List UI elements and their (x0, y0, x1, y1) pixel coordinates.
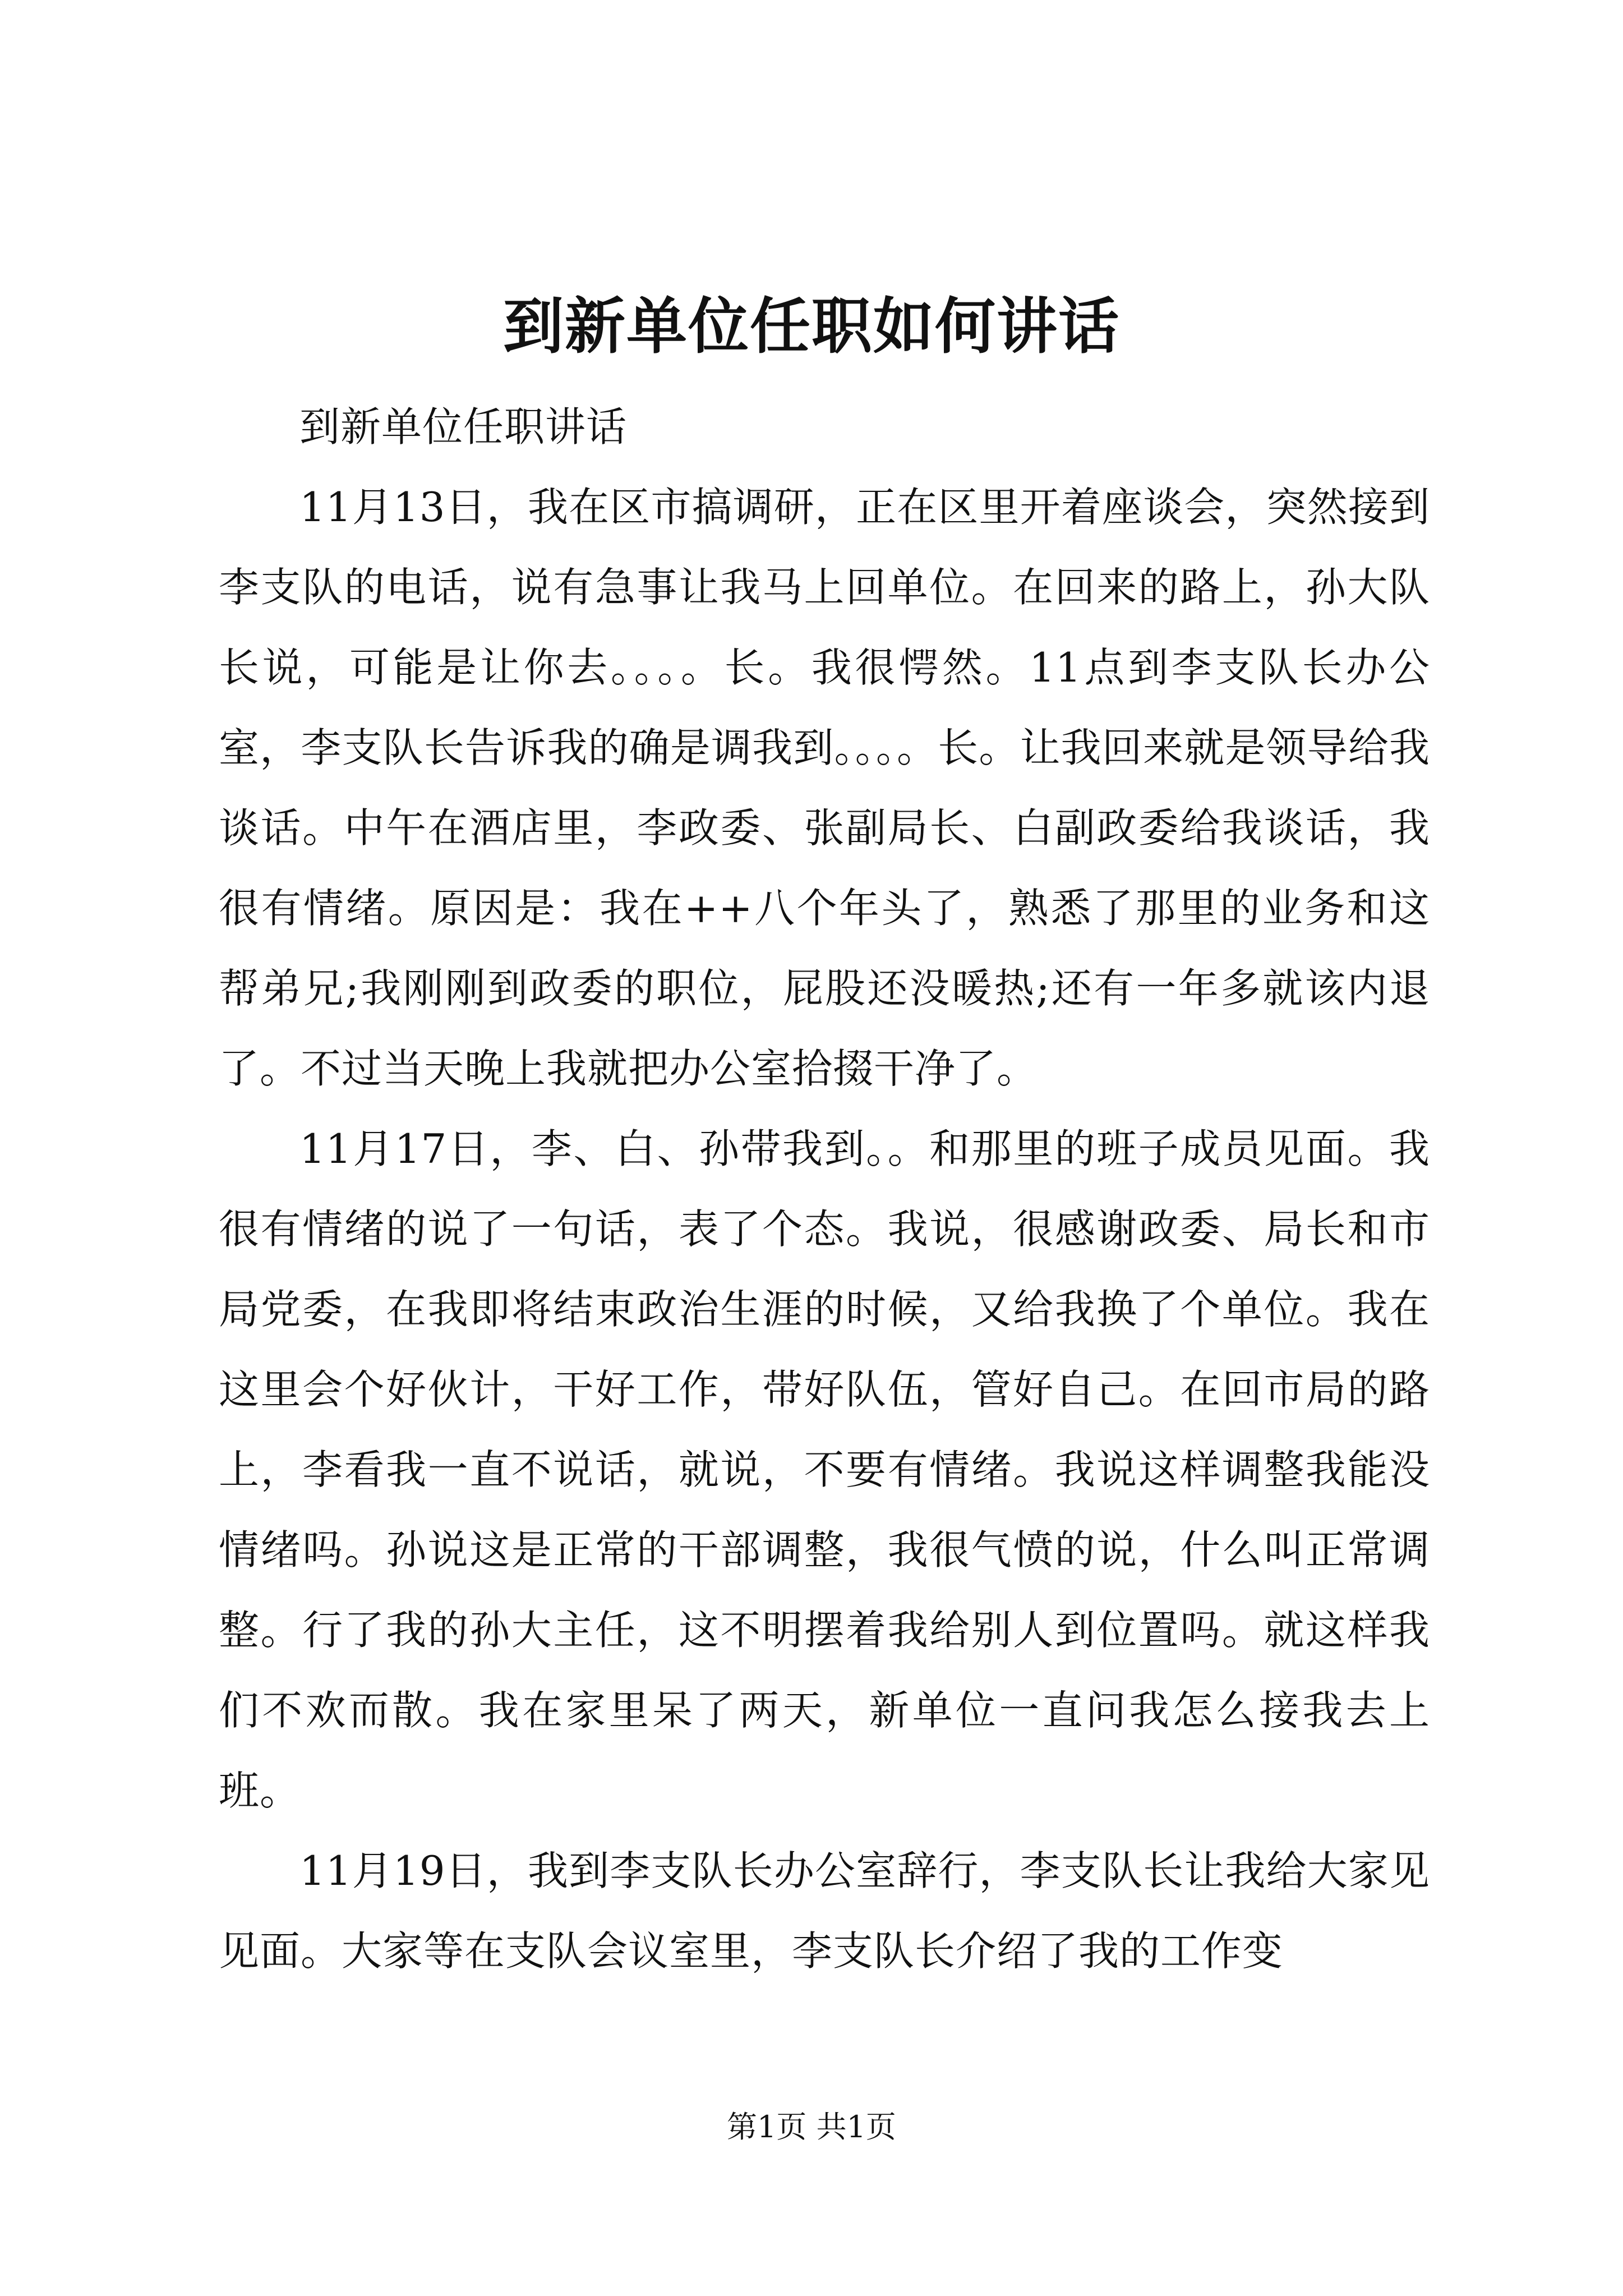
document-body (219, 387, 1430, 1991)
page-number: 第1页 共1页 (727, 2109, 896, 2145)
body-paragraph: 11月17日，李、白、孙带我到。。和那里的班子成员见面。我很有情绪的说了一句话，表了个态。我说，很感谢政委、局长和市局党委，在我即将结束政治生涯的时候，又给我换了个单位。我在这里会个好伙计，干好工作，带好队伍，管好自己。在回市局的路上，李看我一直不说话，就说，不要有情绪。我说这样调整我能没情绪吗。孙说这是正常的干部调整，我很气愤的说，什么叫正常调整。行了我的孙大主任，这不明摆着我给别人到位置吗。就这样我们不欢而散。我在家里呆了两天，新单位一直问我怎么接我去上班。 (219, 1125, 1430, 1814)
body-paragraph: 11月13日，我在区市搞调研，正在区里开着座谈会，突然接到李支队的电话，说有急事让我马上回单位。在回来的路上，孙大队长说，可能是让你去。。。。长。我很愕然。11点到李支队长办公室，李支队长告诉我的确是调我到。。。。长。让我回来就是领导给我谈话。中午在酒店里，李政委、张副局长、白副政委给我谈话，我很有情绪。原因是：我在++八个年头了，熟悉了那里的业务和这帮弟兄;我刚刚到政委的职位，屁股还没暖热;还有一年多就该内退了。不过当天晚上我就把办公室拾掇干净了。 (219, 484, 1430, 1092)
document-title: 到新单位任职如何讲话 (502, 291, 1120, 362)
subtitle-paragraph: 到新单位任职讲话 (299, 403, 628, 450)
body-paragraph: 11月19日，我到李支队长办公室辞行，李支队长让我给大家见见面。大家等在支队会议室里，李支队长介绍了我的工作变 (219, 1847, 1430, 1975)
